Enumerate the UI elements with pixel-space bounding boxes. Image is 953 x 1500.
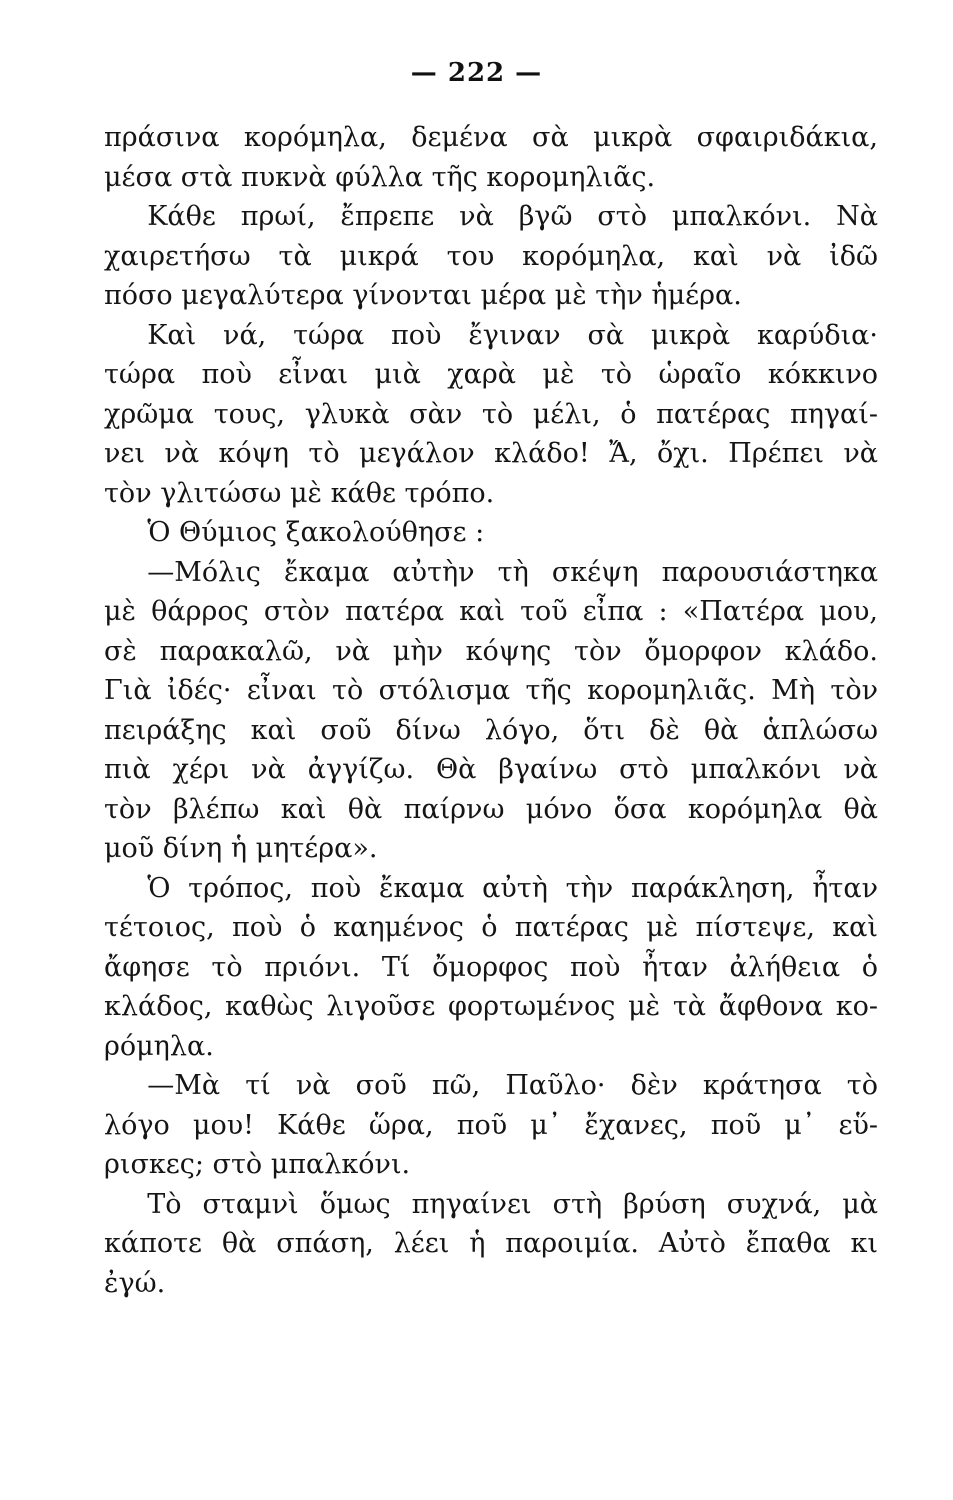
text-line: μὲ θάρρος στὸν πατέρα καὶ τοῦ εἶπα : «Πατέρα μου, xyxy=(104,596,878,627)
text-line: —Μόλις ἔκαμα αὐτὴν τὴ σκέψη παρουσιάστηκα xyxy=(147,556,878,588)
text-line: ρόμηλα. xyxy=(104,1030,214,1062)
page-number: — 222 — xyxy=(410,58,543,88)
text-line: τὸν γλιτώσω μὲ κάθε τρόπο. xyxy=(104,477,495,509)
text-line: ρισκες; στὸ μπαλκόνι. xyxy=(104,1149,411,1180)
text-line: νει νὰ κόψη τὸ μεγάλον κλάδο! Ἄ, ὄχι. Πρέπει νὰ xyxy=(104,438,878,469)
text-line: Καὶ νά, τώρα ποὺ ἔγιναν σὰ μικρὰ καρύδια· xyxy=(147,319,878,351)
text-line: χαιρετήσω τὰ μικρά του κορόμηλα, καὶ νὰ ἰδῶ xyxy=(104,240,878,272)
text-line: κάποτε θὰ σπάση, λέει ἡ παροιμία. Αὐτὸ ἔπαθα κι xyxy=(104,1228,878,1259)
text-line: πράσινα κορόμηλα, δεμένα σὰ μικρὰ σφαιριδάκια, xyxy=(104,122,878,153)
body-text xyxy=(104,118,878,1303)
text-line: Ὁ Θύμιος ξακολούθησε : xyxy=(147,517,485,548)
text-line: μέσα στὰ πυκνὰ φύλλα τῆς κορομηλιᾶς. xyxy=(104,161,656,193)
text-line: πειράξης καὶ σοῦ δίνω λόγο, ὅτι δὲ θὰ ἁπλώσω xyxy=(104,714,878,746)
text-line: Γιὰ ἰδές· εἶναι τὸ στόλισμα τῆς κορομηλιᾶς. Μὴ τὸν xyxy=(104,675,878,706)
text-line: μοῦ δίνη ἡ μητέρα». xyxy=(104,833,378,864)
text-line: πιὰ χέρι νὰ ἀγγίζω. Θὰ βγαίνω στὸ μπαλκόνι νὰ xyxy=(104,754,878,785)
text-line: πόσο μεγαλύτερα γίνονται μέρα μὲ τὴν ἡμέρα. xyxy=(104,280,742,311)
text-line: —Μὰ τί νὰ σοῦ πῶ, Παῦλο· δὲν κράτησα τὸ xyxy=(147,1070,878,1101)
text-line: Ὁ τρόπος, ποὺ ἔκαμα αὐτὴ τὴν παράκληση, ἦταν xyxy=(147,872,878,904)
text-line: Κάθε πρωί, ἔπρεπε νὰ βγῶ στὸ μπαλκόνι. Νὰ xyxy=(147,201,878,232)
text-line: τώρα ποὺ εἶναι μιὰ χαρὰ μὲ τὸ ὡραῖο κόκκινο xyxy=(104,359,878,390)
text-line: Τὸ σταμνὶ ὅμως πηγαίνει στὴ βρύση συχνά, μὰ xyxy=(147,1188,878,1220)
text-line: σὲ παρακαλῶ, νὰ μὴν κόψης τὸν ὄμορφον κλάδο. xyxy=(104,635,878,667)
text-line: ἐγώ. xyxy=(104,1267,166,1299)
text-line: λόγο μου! Κάθε ὥρα, ποῦ μ᾽ ἔχανες, ποῦ μ᾽ εὕ- xyxy=(104,1109,878,1141)
text-line: τέτοιος, ποὺ ὁ καημένος ὁ πατέρας μὲ πίστεψε, καὶ xyxy=(104,912,878,943)
text-line: ἄφησε τὸ πριόνι. Τί ὄμορφος ποὺ ἦταν ἀλήθεια ὁ xyxy=(104,951,878,983)
text-line: τὸν βλέπω καὶ θὰ παίρνω μόνο ὅσα κορόμηλα θὰ xyxy=(104,793,878,825)
text-line: κλάδος, καθὼς λιγοῦσε φορτωμένος μὲ τὰ ἄφθονα κο- xyxy=(104,991,878,1022)
text-line: χρῶμα τους, γλυκὰ σὰν τὸ μέλι, ὁ πατέρας πηγαί- xyxy=(104,398,878,430)
